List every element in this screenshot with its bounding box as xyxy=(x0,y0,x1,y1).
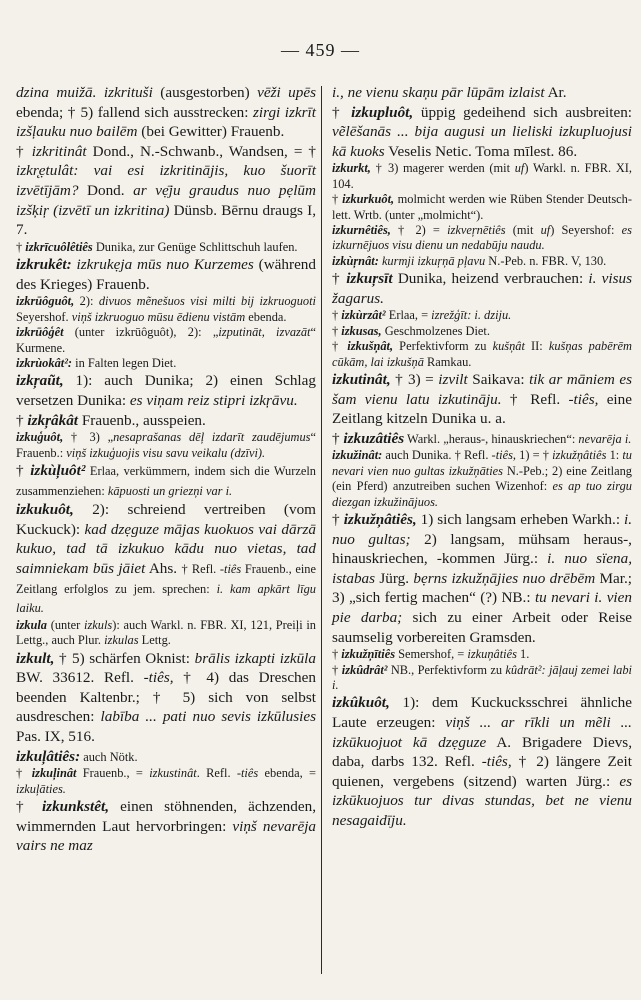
column-divider xyxy=(321,86,322,974)
entry-text: 2): xyxy=(74,294,99,309)
entry-example: tiês, xyxy=(495,448,516,463)
entry-example: tiês, xyxy=(573,390,599,408)
entry-headword: izkrūôguôt, xyxy=(16,294,75,309)
entry-text: ) Seyershof: xyxy=(550,223,622,237)
entry-example: viņš ... ar rīkli un mẽli ... izkūkuojuot kā dzẹguze xyxy=(332,714,632,751)
entry-text: auch Dunika. † Refl. - xyxy=(382,448,496,463)
entry-example: es izkūkuojuos tur divas stundas, bet ne vienu nesagaidīju. xyxy=(332,772,632,829)
dictionary-entry xyxy=(332,647,632,662)
entry-text: Saikava: xyxy=(467,371,530,389)
dictionary-entry xyxy=(16,294,316,325)
entry-example: tiês xyxy=(224,561,242,576)
entry-text: Warkl. „heraus-, hinauskriechen“: xyxy=(404,431,579,446)
entry-text: üppig gedeihend sich ausbreiten: xyxy=(413,103,633,121)
dictionary-entry xyxy=(16,618,316,649)
dictionary-entry xyxy=(16,649,316,747)
entry-headword: izkûdrât² xyxy=(341,662,388,677)
entry-example: divuos mẽnešuos visi milti bij izkruoguoti xyxy=(98,294,316,309)
entry-text: 1. xyxy=(516,647,530,662)
entry-example: zirgi izkrīt izšļauku nuo bailēm xyxy=(16,103,316,141)
entry-headword: izkùŗnât: xyxy=(332,253,379,268)
entry-example: tiês, xyxy=(486,753,512,771)
entry-headword: izkutinât, xyxy=(332,371,391,389)
entry-text: † 4) das Dreschen beenden Kaltenbr.; † 5) sich von selbst ausdreschen: xyxy=(16,669,316,726)
entry-text: † xyxy=(16,142,32,160)
entry-text: Semershof, = xyxy=(395,647,468,662)
entry-text: A. Brigadere Dievs, daba, darbs 132. Refl. - xyxy=(332,733,632,771)
entry-text: Ar. xyxy=(544,84,567,101)
entry-example: kurmji izkuŗņā pļavu xyxy=(381,253,486,268)
entry-example: kāpuosti un griezņi var i. xyxy=(107,483,233,498)
dictionary-entry xyxy=(332,339,632,370)
entry-text: N.-Peb. n. FBR. V, 130. xyxy=(485,253,607,268)
dictionary-entry xyxy=(332,223,632,254)
dictionary-entry xyxy=(332,161,632,192)
entry-text: 2) langsam, mühsam heraus-, hinauskriechen, -kommen Jürg.: xyxy=(332,530,632,568)
entry-example: tu nevari i. vien pie darba; xyxy=(332,589,632,626)
entry-headword: izkŗâkât xyxy=(27,411,79,429)
entry-example: izkulas xyxy=(104,633,139,648)
entry-example: tu nevari vien nuo gultas izkužņāties xyxy=(332,448,632,478)
entry-text: Jürg. xyxy=(375,569,414,587)
entry-text: 1) sich langsam erheben Warkh.: xyxy=(416,511,624,529)
dictionary-entry xyxy=(16,411,316,431)
entry-text: Dunika, zur Genüge Schlittschuh laufen. xyxy=(92,239,298,254)
entry-text: † 5) schärfen Oknist: xyxy=(54,649,195,667)
entry-headword: izkužņītiês xyxy=(341,647,396,662)
dictionary-entry xyxy=(332,308,632,323)
entry-headword: izkurkuôt, xyxy=(342,192,395,207)
dictionary-entry xyxy=(16,747,316,767)
entry-text: † xyxy=(16,411,28,429)
entry-text: Frauenb., eine Zeitlang erfolglos zu jem. sprechen: xyxy=(16,561,316,596)
entry-text: † xyxy=(16,797,42,815)
entry-example: es viņam reiz stipri izkŗāvu. xyxy=(129,391,298,409)
entry-example: izrežģīt: i. dziju. xyxy=(431,308,512,323)
entry-example: izkužņâtiês xyxy=(552,448,607,463)
entry-example: nevarēja i. xyxy=(578,431,632,446)
dictionary-entry xyxy=(332,192,632,223)
entry-text: Dond. xyxy=(78,181,134,199)
dictionary-entry xyxy=(16,766,316,797)
entry-example: uf xyxy=(514,161,525,176)
entry-headword: izkuŗsīt xyxy=(346,270,393,288)
entry-text: auch Nötk. xyxy=(80,749,138,764)
entry-example: izkrukẹja mūs nuo Kurzemes xyxy=(71,256,254,274)
entry-example: tiês, xyxy=(148,669,174,687)
entry-headword: izkušņât, xyxy=(347,339,394,354)
dictionary-entry xyxy=(332,429,632,449)
entry-headword: izkûkuôt, xyxy=(332,694,390,712)
entry-example: viņš izkuģuojis visu savu veikalu (dzīvi). xyxy=(66,445,266,460)
entry-text: † xyxy=(332,339,348,354)
entry-headword: izkula xyxy=(16,617,47,632)
entry-example: izvilt xyxy=(438,371,468,389)
entry-text: Geschmolzenes Diet. xyxy=(381,323,490,338)
entry-example: izkustinât xyxy=(149,766,197,781)
entry-headword: izkunkstêt, xyxy=(41,797,110,815)
entry-text: “ Frauenb.: xyxy=(16,430,316,460)
entry-example: bẹrns izkužņājies nuo drēbēm xyxy=(413,569,596,587)
entry-headword: izkùrzât² xyxy=(341,308,386,323)
entry-headword: izkuzâtiês xyxy=(343,429,405,447)
entry-text: Ramkau. xyxy=(423,354,472,369)
entry-text: “ Kurmene. xyxy=(16,325,316,355)
entry-example: viņš nevarēja vairs ne maz xyxy=(16,817,317,855)
entry-text: † 3) magerer werden (mit xyxy=(370,161,515,176)
entry-text: † xyxy=(332,323,342,338)
entry-text: II: xyxy=(524,339,549,354)
dictionary-entry xyxy=(332,693,632,830)
left-column xyxy=(16,83,316,856)
dictionary-entry xyxy=(332,448,632,510)
dictionary-entry xyxy=(16,430,316,461)
entry-example: i. nuo sïena, istabas xyxy=(332,550,632,587)
entry-text: † xyxy=(332,270,347,288)
entry-example: brālis izkapti izkūla xyxy=(194,649,317,667)
entry-text: † xyxy=(16,461,31,479)
entry-text: 1): dem Kuckucksschrei ähnliche Laute erzeugen: xyxy=(332,694,632,731)
entry-text: † 3) „ xyxy=(63,430,114,445)
entry-headword: izkuģuôt, xyxy=(16,430,64,445)
entry-example: i. nuo gultas; xyxy=(332,511,633,548)
entry-text: (unter izkrūôguôt), 2): „ xyxy=(63,325,219,340)
entry-text: Seyershof. xyxy=(16,309,72,324)
dictionary-entry xyxy=(16,461,316,500)
dictionary-entry xyxy=(16,142,316,240)
entry-text: † xyxy=(332,192,343,207)
entry-example: kušņas pabērēm cūkām, lai izkušņā xyxy=(332,339,633,369)
entry-text: Frauenb., = xyxy=(76,766,150,781)
entry-example: nesaprašanas dēļ izdarīt zaudējumus xyxy=(113,430,311,445)
entry-text: † xyxy=(16,766,32,781)
entry-text: Perfektivform zu xyxy=(393,339,493,354)
entry-example: i. visus žagarus. xyxy=(332,270,632,307)
entry-headword: izkrūôģêt xyxy=(16,325,64,340)
entry-text: 2): schreiend vertreiben (vom Kuckuck): xyxy=(16,501,316,538)
entry-example: izkuļāties. xyxy=(16,781,66,796)
entry-example: ar vẹ̄ju graudus nuo pẹlūm izšķiŗ (izvētī un izkritina) xyxy=(16,181,316,219)
entry-headword: izkŗaũt, xyxy=(16,372,64,390)
entry-example: i., ne vienu skaņu pār lūpām izlaist xyxy=(332,84,545,101)
entry-text: † xyxy=(332,662,342,677)
entry-text: † xyxy=(332,308,342,323)
dictionary-entry xyxy=(16,83,316,142)
dictionary-entry xyxy=(332,103,632,162)
entry-headword: izkuļâtiês: xyxy=(16,747,81,765)
entry-example: uf xyxy=(540,223,551,237)
entry-text: molmicht werden wie Rüben Stender Deutsch-lett. Wrtb. (unter „molmicht“). xyxy=(332,192,632,222)
entry-text: ebenda; † 5) fallend sich ausstrecken: xyxy=(16,103,253,121)
entry-example: kušņât xyxy=(492,339,525,354)
entry-headword: izkùļuôt² xyxy=(30,461,86,479)
entry-example: izkuls xyxy=(84,617,113,632)
entry-text: Dünsb. Bērnu draugs I, 7. xyxy=(16,201,316,239)
entry-example: labība ... pati nuo sevis izkūlusies xyxy=(100,708,316,726)
entry-text: † xyxy=(332,429,344,447)
dictionary-entry xyxy=(16,356,316,371)
entry-text: Erlaa, verkümmern, indem sich die Wurzeln zusammenziehen: xyxy=(16,463,316,498)
dictionary-entry xyxy=(16,797,316,856)
entry-headword: izkusas, xyxy=(341,323,382,338)
entry-text: † xyxy=(16,239,26,254)
entry-headword: izkužinât: xyxy=(332,448,383,463)
entry-text: in Falten legen Diet. xyxy=(72,355,177,370)
entry-example: izkritinât xyxy=(31,142,87,160)
entry-text: Ahs. xyxy=(145,559,182,577)
entry-text: † Refl. - xyxy=(181,561,225,576)
entry-text: sich zu einer Arbeit oder Reise saumselig vorbereiten Gramsden. xyxy=(332,609,632,646)
entry-text: (ausgestorben) xyxy=(152,84,258,101)
dictionary-entry xyxy=(16,325,316,356)
dictionary-entry xyxy=(332,663,632,694)
entry-text: (während des Krieges) Frauenb. xyxy=(16,256,316,293)
entry-text: (bei Gewitter) Frauenb. xyxy=(137,123,285,141)
entry-text: † xyxy=(332,511,344,529)
dictionary-entry xyxy=(332,510,632,647)
dictionary-entry xyxy=(16,500,316,618)
entry-text: (mit xyxy=(505,223,541,237)
entry-example: izkuņâtiês xyxy=(467,647,517,662)
entry-example: tik ar māniem es šam vienu latu izkutināju. xyxy=(332,371,633,408)
entry-headword: izkrukêt: xyxy=(16,256,72,274)
entry-headword: izkrīcuôlêtiês xyxy=(25,239,93,254)
entry-headword: izkukuôt, xyxy=(16,501,74,519)
right-column xyxy=(332,83,632,831)
entry-text: ebenda. xyxy=(245,309,287,324)
entry-example: es ap tuo zirgu diezgan izkužinājuos. xyxy=(332,479,632,509)
entry-text: Veselis Netic. Toma mīlest. 86. xyxy=(384,142,578,160)
entry-text: (unter xyxy=(47,617,85,632)
entry-example: izputināt, izvazāt xyxy=(218,325,311,340)
entry-text: Lettg. xyxy=(138,633,171,648)
entry-text: Dunika, heizend verbrauchen: xyxy=(392,270,589,288)
entry-example: izkr̨ẹtulât: vai esi izkritinājis, kuo šuorīt izvētījām? xyxy=(16,162,316,199)
dictionary-entry xyxy=(332,269,632,308)
entry-text: † 3) = xyxy=(390,371,439,389)
dictionary-entry xyxy=(16,240,316,255)
entry-text: N.-Peb.; 2) eine Zeitlang (ein Pferd) anzutreiben suchen Wizenhof: xyxy=(332,463,632,494)
dictionary-entry xyxy=(332,370,632,429)
entry-text: Erlaa, = xyxy=(385,308,432,323)
entry-example: i. kam apkārt līgu laiku. xyxy=(16,581,316,616)
entry-example: kad dzẹguze mājas kuokuos vai dārzā kukuo, tad tā izkukuo kādu nuo vietas, tad saimniekam būs jāiet xyxy=(16,520,316,577)
entry-text: Dond., N.-Schwanb., Wandsen, = † xyxy=(86,142,316,160)
entry-example: es izkurnējuos visu dienu un nedabūju naudu. xyxy=(332,223,632,253)
entry-text: Pas. IX, 516. xyxy=(16,727,95,745)
entry-text: NB., Perfektivform zu xyxy=(387,662,506,677)
entry-text: Mar.; 3) „sich fertig machen“ (?) NB.: xyxy=(332,569,633,607)
entry-text: † xyxy=(332,103,352,121)
dictionary-entry xyxy=(16,371,316,410)
entry-text: 1): auch Dunika; 2) einen Schlag versetzen Dunika: xyxy=(16,372,316,409)
entry-example: izkveŗnētiês xyxy=(447,223,506,237)
entry-text: † xyxy=(332,647,342,662)
entry-text: 1: xyxy=(606,448,623,463)
entry-text: † Refl. - xyxy=(501,390,574,408)
entry-text: † 2) = xyxy=(390,223,448,237)
entry-example: viņš izkruoguo mūsu ēdienu vistām xyxy=(71,309,246,324)
entry-headword: izkupluôt, xyxy=(351,103,414,121)
dictionary-entry xyxy=(332,83,632,103)
entry-text: einen stöhnenden, ächzenden, wimmernden Laut hervorbringen: xyxy=(16,797,316,835)
entry-text: . Refl. - xyxy=(196,766,241,781)
entry-example: vēži upēs xyxy=(257,84,316,101)
entry-text: eine Zeitlang kitzeln Dunika u. a. xyxy=(332,390,632,428)
entry-example: vẽlēšanās ... bija augusi un lieliski izkupluojusi kā kuoks xyxy=(332,123,632,160)
entry-text: Frauenb., ausspeien. xyxy=(78,411,206,429)
dictionary-entry xyxy=(332,324,632,339)
entry-headword: izkurnêtiês, xyxy=(332,223,391,237)
entry-example: dzina muižā. izkrituši xyxy=(16,84,153,101)
page-number: — 459 — xyxy=(281,40,360,60)
entry-example: tiês xyxy=(240,766,259,781)
entry-headword: izkuļinât xyxy=(31,766,77,781)
entry-text: ) Warkl. n. FBR. XI, 104. xyxy=(332,161,632,191)
dictionary-entry xyxy=(16,255,316,294)
entry-headword: izkult, xyxy=(16,649,55,667)
entry-text: † 2) längere Zeit quienen, vergebens (sitzend) warten Jürg.: xyxy=(332,753,632,790)
dictionary-entry xyxy=(332,254,632,269)
entry-example: kûdrāt²: jāļauj zemei labi i. xyxy=(332,662,632,692)
entry-text: ebenda, = xyxy=(258,766,316,781)
entry-headword: izkrùokât²: xyxy=(16,355,73,370)
entry-headword: izkurkt, xyxy=(332,161,371,176)
entry-headword: izkužņâtiês, xyxy=(343,511,417,529)
entry-text: ): auch Warkl. n. FBR. XI, 121, Preiļi in Lettg., auch Plur. xyxy=(16,617,316,648)
entry-text: 1) = † xyxy=(516,448,553,463)
entry-text: BW. 33612. Refl. - xyxy=(16,669,149,687)
